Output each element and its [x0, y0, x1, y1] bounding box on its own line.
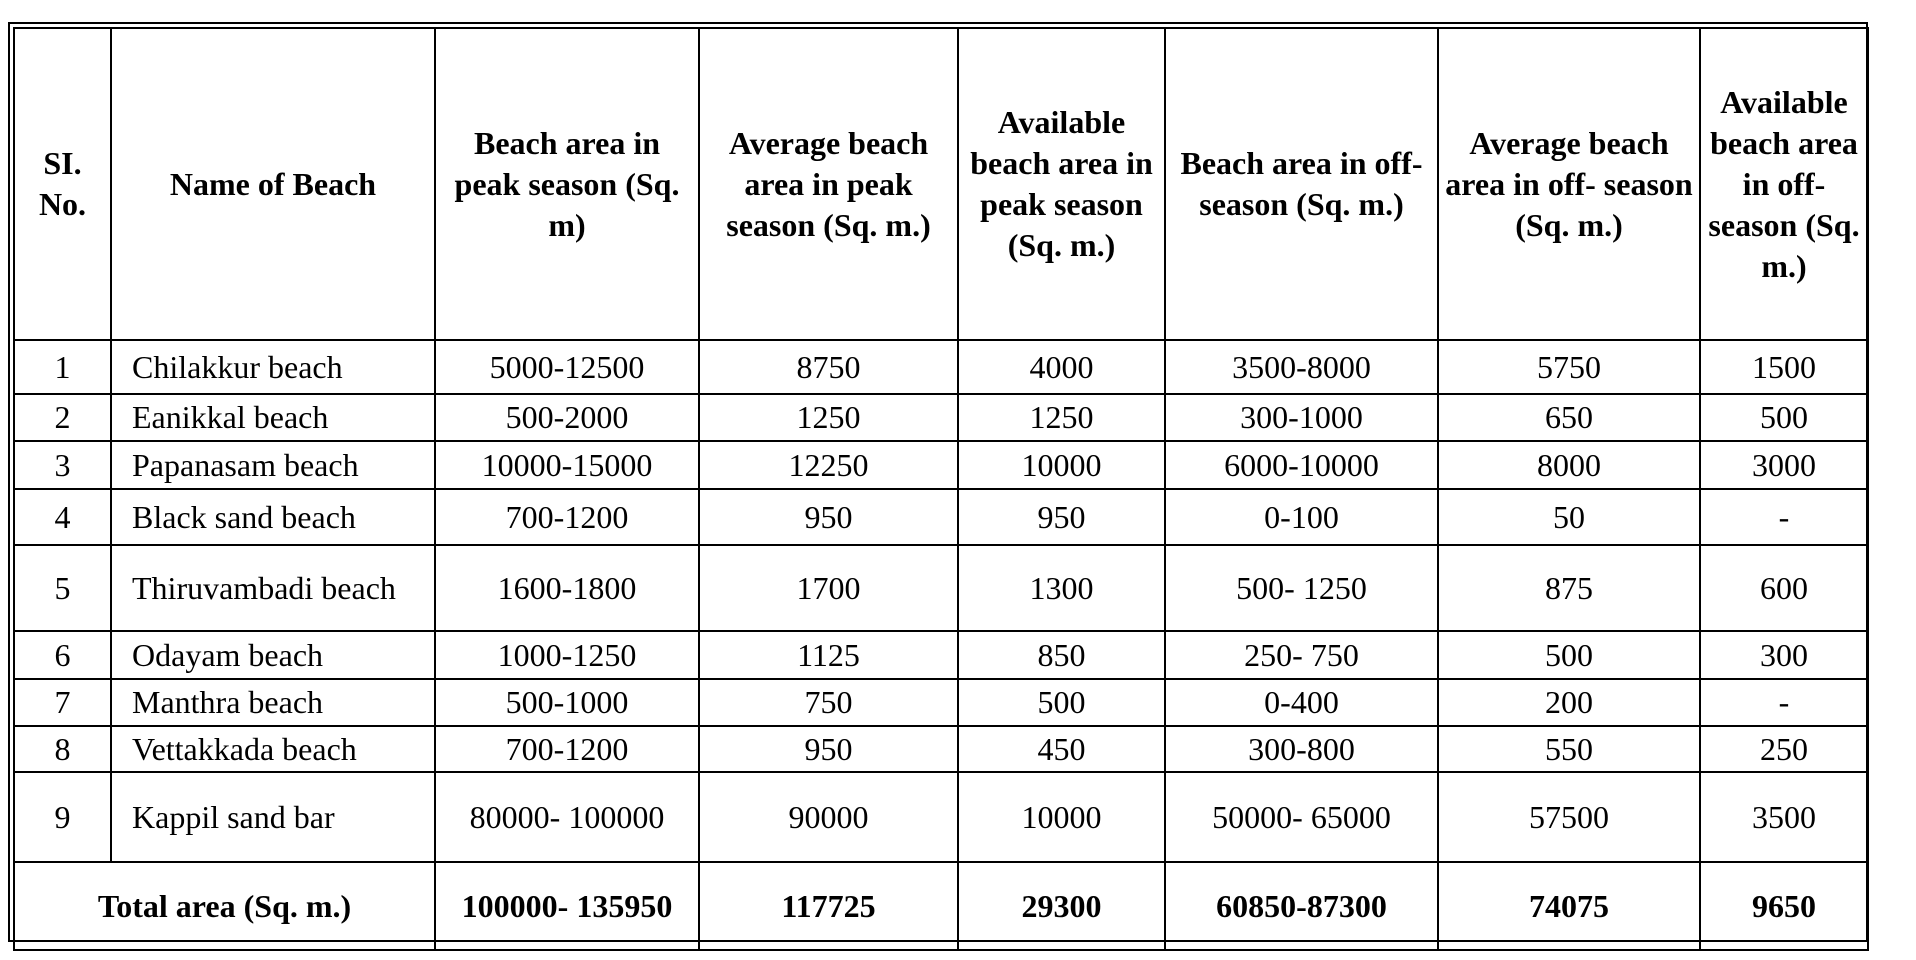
col-header-off-average: Average beach area in off- season (Sq. m.)	[1438, 28, 1700, 340]
cell-beach-name: Chilakkur beach	[111, 340, 435, 394]
cell-peak-average: 750	[699, 679, 958, 726]
cell-off-average: 8000	[1438, 441, 1700, 489]
cell-peak-average: 1250	[699, 394, 958, 441]
total-row	[14, 862, 1868, 950]
cell-off-available: 500	[1700, 394, 1868, 441]
cell-peak-area: 1000-1250	[435, 631, 699, 679]
total-peak-available: 29300	[958, 862, 1165, 950]
cell-sl-no: 5	[14, 545, 111, 631]
cell-beach-name: Vettakkada beach	[111, 726, 435, 772]
cell-peak-average: 1125	[699, 631, 958, 679]
table-row	[14, 772, 1868, 862]
cell-sl-no: 1	[14, 340, 111, 394]
total-peak-average: 117725	[699, 862, 958, 950]
cell-peak-area: 700-1200	[435, 489, 699, 545]
cell-beach-name: Kappil sand bar	[111, 772, 435, 862]
total-peak-area: 100000- 135950	[435, 862, 699, 950]
cell-beach-name: Papanasam beach	[111, 441, 435, 489]
cell-peak-available: 950	[958, 489, 1165, 545]
cell-off-available: 3500	[1700, 772, 1868, 862]
header-row	[14, 28, 1868, 340]
cell-peak-average: 8750	[699, 340, 958, 394]
col-header-off-available: Available beach area in off-season (Sq. m.)	[1700, 28, 1868, 340]
cell-off-area: 500- 1250	[1165, 545, 1438, 631]
cell-off-average: 650	[1438, 394, 1700, 441]
cell-off-area: 0-100	[1165, 489, 1438, 545]
cell-peak-available: 10000	[958, 772, 1165, 862]
table-frame	[8, 22, 1868, 942]
cell-peak-available: 450	[958, 726, 1165, 772]
beach-area-table	[13, 27, 1869, 951]
table-row	[14, 394, 1868, 441]
cell-off-available: 250	[1700, 726, 1868, 772]
total-off-area: 60850-87300	[1165, 862, 1438, 950]
cell-sl-no: 7	[14, 679, 111, 726]
cell-beach-name: Black sand beach	[111, 489, 435, 545]
cell-off-average: 50	[1438, 489, 1700, 545]
cell-sl-no: 3	[14, 441, 111, 489]
cell-beach-name: Odayam beach	[111, 631, 435, 679]
cell-off-area: 50000- 65000	[1165, 772, 1438, 862]
table-row	[14, 489, 1868, 545]
cell-off-available: 3000	[1700, 441, 1868, 489]
cell-off-area: 3500-8000	[1165, 340, 1438, 394]
cell-off-average: 200	[1438, 679, 1700, 726]
total-off-available: 9650	[1700, 862, 1868, 950]
cell-off-available: 600	[1700, 545, 1868, 631]
cell-off-area: 300-1000	[1165, 394, 1438, 441]
cell-peak-average: 950	[699, 489, 958, 545]
cell-peak-area: 10000-15000	[435, 441, 699, 489]
cell-sl-no: 9	[14, 772, 111, 862]
cell-beach-name: Eanikkal beach	[111, 394, 435, 441]
cell-off-available: -	[1700, 679, 1868, 726]
cell-peak-available: 850	[958, 631, 1165, 679]
table-row	[14, 631, 1868, 679]
table-row	[14, 726, 1868, 772]
cell-peak-available: 1300	[958, 545, 1165, 631]
cell-peak-available: 500	[958, 679, 1165, 726]
cell-sl-no: 2	[14, 394, 111, 441]
col-header-peak-available: Available beach area in peak season (Sq. m.)	[958, 28, 1165, 340]
cell-peak-average: 12250	[699, 441, 958, 489]
cell-peak-area: 1600-1800	[435, 545, 699, 631]
cell-peak-average: 1700	[699, 545, 958, 631]
cell-peak-available: 4000	[958, 340, 1165, 394]
col-header-sl-no: SI. No.	[14, 28, 111, 340]
cell-sl-no: 4	[14, 489, 111, 545]
cell-off-area: 0-400	[1165, 679, 1438, 726]
cell-off-area: 6000-10000	[1165, 441, 1438, 489]
cell-beach-name: Manthra beach	[111, 679, 435, 726]
total-off-average: 74075	[1438, 862, 1700, 950]
table-row	[14, 679, 1868, 726]
cell-peak-area: 80000- 100000	[435, 772, 699, 862]
col-header-peak-area: Beach area in peak season (Sq. m)	[435, 28, 699, 340]
cell-peak-available: 1250	[958, 394, 1165, 441]
cell-off-average: 5750	[1438, 340, 1700, 394]
cell-peak-available: 10000	[958, 441, 1165, 489]
cell-off-available: 1500	[1700, 340, 1868, 394]
cell-peak-area: 500-1000	[435, 679, 699, 726]
cell-off-average: 550	[1438, 726, 1700, 772]
cell-off-area: 300-800	[1165, 726, 1438, 772]
cell-off-area: 250- 750	[1165, 631, 1438, 679]
cell-peak-area: 500-2000	[435, 394, 699, 441]
cell-peak-average: 90000	[699, 772, 958, 862]
col-header-name: Name of Beach	[111, 28, 435, 340]
cell-sl-no: 8	[14, 726, 111, 772]
cell-off-average: 500	[1438, 631, 1700, 679]
cell-off-available: 300	[1700, 631, 1868, 679]
cell-peak-area: 5000-12500	[435, 340, 699, 394]
cell-peak-area: 700-1200	[435, 726, 699, 772]
cell-off-average: 57500	[1438, 772, 1700, 862]
cell-sl-no: 6	[14, 631, 111, 679]
cell-off-average: 875	[1438, 545, 1700, 631]
total-label: Total area (Sq. m.)	[14, 862, 435, 950]
col-header-off-area: Beach area in off- season (Sq. m.)	[1165, 28, 1438, 340]
col-header-peak-average: Average beach area in peak season (Sq. m.)	[699, 28, 958, 340]
cell-beach-name: Thiruvambadi beach	[111, 545, 435, 631]
cell-off-available: -	[1700, 489, 1868, 545]
table-row	[14, 340, 1868, 394]
table-row	[14, 545, 1868, 631]
cell-peak-average: 950	[699, 726, 958, 772]
table-row	[14, 441, 1868, 489]
